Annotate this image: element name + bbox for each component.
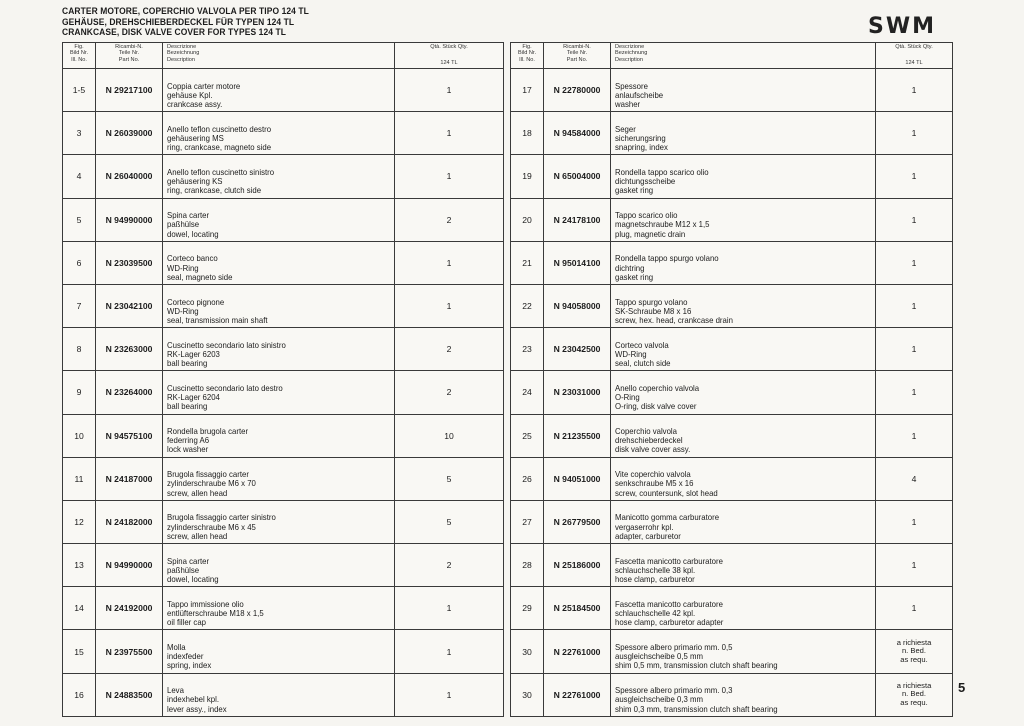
description-line: drehschieberdeckel — [615, 435, 683, 446]
table-row — [511, 112, 953, 155]
part-description — [611, 673, 876, 716]
part-description — [163, 457, 395, 500]
fig-number: 30 — [511, 630, 544, 673]
quantity-line: 1 — [911, 560, 917, 571]
part-description — [163, 500, 395, 543]
fig-number: 19 — [511, 155, 544, 198]
description-line: crankcase assy. — [167, 98, 223, 109]
table-header-row — [63, 43, 504, 69]
description-line: magnetschraube M12 x 1,5 — [615, 219, 710, 230]
description-line: disk valve cover assy. — [615, 444, 691, 455]
description-line: screw, allen head — [167, 530, 228, 541]
part-number: N 25186000 — [544, 544, 611, 587]
quantity-line: 2 — [446, 214, 452, 225]
table-row — [63, 328, 504, 371]
description-line: screw, countersunk, slot head — [615, 487, 718, 498]
quantity-line: 2 — [446, 387, 452, 398]
part-number: N 23263000 — [96, 328, 163, 371]
part-description — [163, 155, 395, 198]
quantity-line: a richiesta — [896, 637, 932, 647]
part-description — [611, 112, 876, 155]
table-row — [63, 414, 504, 457]
quantity-line: 1 — [911, 430, 917, 441]
description-line: dowel, locating — [167, 228, 219, 239]
part-number: N 24192000 — [96, 587, 163, 630]
quantity-line: 2 — [446, 344, 452, 355]
description-line: dichtungsscheibe — [615, 176, 676, 187]
description-line: Corteco valvola — [615, 339, 669, 350]
part-description — [611, 155, 876, 198]
quantity-line: 5 — [446, 473, 452, 484]
column-header-fig: Fig. Bild Nr. Ill. No. — [63, 43, 96, 69]
description-line: seal, transmission main shaft — [167, 314, 268, 325]
part-number: N 26040000 — [96, 155, 163, 198]
quantity — [876, 198, 953, 241]
quantity-line: 1 — [911, 344, 917, 355]
fig-number: 23 — [511, 328, 544, 371]
description-line: shim 0,3 mm, transmission clutch shaft bearing — [615, 703, 778, 714]
part-number: N 94575100 — [96, 414, 163, 457]
quantity — [876, 544, 953, 587]
table-row — [63, 630, 504, 673]
description-line: plug, magnetic drain — [615, 228, 686, 239]
quantity-line: 2 — [446, 560, 452, 571]
quantity-line: 1 — [911, 603, 917, 614]
part-description — [163, 673, 395, 716]
part-number: N 23264000 — [96, 371, 163, 414]
description-line: adapter, carburetor — [615, 530, 681, 541]
description-line: Brugola fissaggio carter — [167, 469, 249, 480]
quantity — [395, 673, 504, 716]
part-number: N 23039500 — [96, 241, 163, 284]
fig-number: 9 — [63, 371, 96, 414]
quantity-line: 1 — [911, 171, 917, 182]
quantity-line: 1 — [446, 85, 452, 96]
description-line: Fascetta manicotto carburatore — [615, 598, 723, 609]
part-number: N 94990000 — [96, 198, 163, 241]
quantity-line: 1 — [446, 171, 452, 182]
fig-number: 6 — [63, 241, 96, 284]
quantity-line: 1 — [446, 646, 452, 657]
part-description — [163, 198, 395, 241]
description-line: ring, crankcase, clutch side — [167, 185, 262, 196]
description-line: O-Ring — [615, 392, 640, 403]
table-row — [63, 198, 504, 241]
column-header-description: Descrizione Bezeichnung Description — [163, 43, 395, 69]
part-number: N 23042100 — [96, 284, 163, 327]
description-line: Tappo spurgo volano — [615, 296, 688, 307]
quantity — [876, 155, 953, 198]
quantity-line: a richiesta — [896, 680, 932, 690]
part-description — [163, 587, 395, 630]
description-line: Rondella tappo scarico olio — [615, 166, 709, 177]
quantity-line: 1 — [911, 214, 917, 225]
quantity — [876, 500, 953, 543]
part-number: N 94990000 — [96, 544, 163, 587]
part-description — [611, 457, 876, 500]
part-number: N 23042500 — [544, 328, 611, 371]
part-number: N 23031000 — [544, 371, 611, 414]
description-line: indexhebel kpl. — [167, 694, 220, 705]
column-header-model: 124 TL — [440, 59, 458, 66]
description-line: vergaserrohr kpl. — [615, 521, 674, 532]
quantity — [395, 371, 504, 414]
table-row — [511, 198, 953, 241]
description-line: Seger — [615, 123, 636, 134]
description-line: Anello teflon cuscinetto destro — [167, 123, 272, 134]
description-line: Fascetta manicotto carburatore — [615, 555, 723, 566]
description-line: Spina carter — [167, 210, 210, 221]
part-description — [611, 69, 876, 112]
description-line: paßhülse — [167, 564, 200, 575]
fig-number: 30 — [511, 673, 544, 716]
description-line: Vite coperchio valvola — [615, 469, 691, 480]
description-line: ausgleichscheibe 0,5 mm — [615, 651, 704, 662]
table-row — [511, 457, 953, 500]
fig-number: 10 — [63, 414, 96, 457]
description-line: entlüfterschraube M18 x 1,5 — [167, 608, 264, 619]
fig-number: 28 — [511, 544, 544, 587]
part-description — [611, 630, 876, 673]
description-line: Spessore albero primario mm. 0,3 — [615, 685, 733, 696]
table-row — [63, 112, 504, 155]
part-description — [163, 630, 395, 673]
fig-number: 26 — [511, 457, 544, 500]
quantity — [876, 241, 953, 284]
table-row — [63, 241, 504, 284]
part-description — [611, 241, 876, 284]
description-line: WD-Ring — [167, 262, 199, 273]
table-header-row — [511, 43, 953, 69]
column-header-part: Ricambi-N. Teile Nr. Part No. — [96, 43, 163, 69]
description-line: RK-Lager 6203 — [167, 348, 220, 359]
description-line: O-ring, disk valve cover — [615, 401, 697, 412]
table-row — [63, 587, 504, 630]
quantity — [395, 457, 504, 500]
fig-number: 15 — [63, 630, 96, 673]
quantity-line: 1 — [446, 603, 452, 614]
quantity-line: n. Bed. — [901, 646, 927, 656]
quantity-line: 1 — [911, 85, 917, 96]
description-line: Coppia carter motore — [167, 80, 241, 91]
fig-number: 25 — [511, 414, 544, 457]
description-line: spring, index — [167, 660, 212, 671]
description-line: Molla — [167, 642, 186, 653]
fig-number: 3 — [63, 112, 96, 155]
quantity-line: 4 — [911, 473, 917, 484]
part-number: N 24883500 — [96, 673, 163, 716]
fig-number: 5 — [63, 198, 96, 241]
quantity — [395, 544, 504, 587]
quantity — [395, 241, 504, 284]
part-description — [611, 371, 876, 414]
fig-number: 12 — [63, 500, 96, 543]
fig-number: 21 — [511, 241, 544, 284]
page-number: 5 — [958, 680, 966, 695]
column-header-model: 124 TL — [905, 59, 923, 66]
quantity-line: 1 — [911, 128, 917, 139]
fig-number: 17 — [511, 69, 544, 112]
part-number: N 94058000 — [544, 284, 611, 327]
quantity — [395, 198, 504, 241]
description-line: ball bearing — [167, 358, 208, 369]
table-row — [511, 155, 953, 198]
fig-number: 29 — [511, 587, 544, 630]
part-description — [611, 198, 876, 241]
fig-number: 24 — [511, 371, 544, 414]
quantity — [876, 284, 953, 327]
part-number: N 26039000 — [96, 112, 163, 155]
title-line-italian: CARTER MOTORE, COPERCHIO VALVOLA PER TIPO 124 TL — [62, 6, 309, 16]
part-number: N 25184500 — [544, 587, 611, 630]
title-line-german: GEHÄUSE, DREHSCHIEBERDECKEL FÜR TYPEN 124 TL — [62, 16, 295, 27]
page-title — [62, 6, 309, 38]
part-description — [611, 544, 876, 587]
description-line: hose clamp, carburetor adapter — [615, 617, 724, 628]
part-number: N 94584000 — [544, 112, 611, 155]
description-line: Spessore albero primario mm. 0,5 — [615, 642, 733, 653]
quantity-line: 1 — [446, 128, 452, 139]
quantity — [395, 630, 504, 673]
description-line: seal, clutch side — [615, 358, 671, 369]
table-row — [511, 69, 953, 112]
description-line: dichtring — [615, 262, 645, 273]
table-row — [511, 371, 953, 414]
description-line: Leva — [167, 685, 184, 696]
column-header-description: Descrizione Bezeichnung Description — [611, 43, 876, 69]
description-line: Corteco pignone — [167, 296, 225, 307]
table-row — [63, 500, 504, 543]
quantity — [395, 587, 504, 630]
title-line-english: CRANKCASE, DISK VALVE COVER FOR TYPES 124 TL — [62, 27, 287, 38]
part-number: N 29217100 — [96, 69, 163, 112]
description-line: Spessore — [615, 80, 648, 91]
quantity — [395, 155, 504, 198]
part-description — [611, 328, 876, 371]
description-line: schlauchschelle 38 kpl. — [615, 564, 696, 575]
description-line: lock washer — [167, 444, 209, 455]
description-line: ball bearing — [167, 401, 208, 412]
table-row — [511, 587, 953, 630]
column-header-quantity: Qtà. Stück Qty. 124 TL — [876, 43, 953, 69]
description-line: washer — [615, 98, 641, 109]
quantity — [876, 112, 953, 155]
part-description — [611, 500, 876, 543]
part-number: N 65004000 — [544, 155, 611, 198]
fig-number: 11 — [63, 457, 96, 500]
part-description — [163, 544, 395, 587]
table-row — [63, 69, 504, 112]
part-description — [611, 587, 876, 630]
quantity-line: n. Bed. — [901, 689, 927, 699]
description-line: Spina carter — [167, 555, 210, 566]
table-row — [511, 630, 953, 673]
quantity-line: 1 — [446, 301, 452, 312]
description-line: screw, allen head — [167, 487, 228, 498]
parts-table-left — [62, 42, 504, 717]
part-number: N 23975500 — [96, 630, 163, 673]
description-line: oil filler cap — [167, 617, 207, 628]
quantity-line: 10 — [444, 430, 454, 441]
table-row — [511, 414, 953, 457]
description-line: Cuscinetto secondario lato sinistro — [167, 339, 286, 350]
part-description — [163, 414, 395, 457]
fig-number: 1-5 — [63, 69, 96, 112]
column-header-part: Ricambi-N. Teile Nr. Part No. — [544, 43, 611, 69]
quantity — [876, 587, 953, 630]
description-line: snapring, index — [615, 142, 668, 153]
part-number: N 95014100 — [544, 241, 611, 284]
fig-number: 16 — [63, 673, 96, 716]
fig-number: 22 — [511, 284, 544, 327]
description-line: ring, crankcase, magneto side — [167, 142, 272, 153]
description-line: ausgleichscheibe 0,3 mm — [615, 694, 704, 705]
table-row — [511, 673, 953, 716]
description-line: SK-Schraube M8 x 16 — [615, 305, 692, 316]
description-line: Rondella brugola carter — [167, 426, 249, 437]
description-line: zylinderschraube M6 x 70 — [167, 478, 256, 489]
description-line: Brugola fissaggio carter sinistro — [167, 512, 276, 523]
part-number: N 24187000 — [96, 457, 163, 500]
table-row — [63, 155, 504, 198]
table-row — [511, 500, 953, 543]
table-row — [63, 673, 504, 716]
description-line: dowel, locating — [167, 574, 219, 585]
quantity — [395, 69, 504, 112]
fig-number: 13 — [63, 544, 96, 587]
fig-number: 18 — [511, 112, 544, 155]
part-description — [163, 371, 395, 414]
part-description — [611, 414, 876, 457]
quantity — [876, 414, 953, 457]
description-line: WD-Ring — [167, 305, 199, 316]
description-line: screw, hex. head, crankcase drain — [615, 314, 733, 325]
quantity-line: 1 — [911, 516, 917, 527]
column-header-fig: Fig. Bild Nr. Ill. No. — [511, 43, 544, 69]
description-line: gasket ring — [615, 185, 654, 196]
fig-number: 27 — [511, 500, 544, 543]
description-line: RK-Lager 6204 — [167, 392, 220, 403]
quantity-line: 1 — [911, 301, 917, 312]
description-line: Manicotto gomma carburatore — [615, 512, 720, 523]
part-number: N 22761000 — [544, 673, 611, 716]
quantity — [876, 457, 953, 500]
description-line: zylinderschraube M6 x 45 — [167, 521, 256, 532]
quantity-line: 1 — [911, 257, 917, 268]
quantity — [395, 328, 504, 371]
part-number: N 24182000 — [96, 500, 163, 543]
quantity — [876, 328, 953, 371]
quantity-line: 1 — [911, 387, 917, 398]
description-line: Tappo scarico olio — [615, 210, 678, 221]
part-number: N 21235500 — [544, 414, 611, 457]
part-description — [163, 284, 395, 327]
description-line: Coperchio valvola — [615, 426, 677, 437]
parts-table-right — [510, 42, 953, 717]
description-line: schlauchschelle 42 kpl. — [615, 608, 696, 619]
part-number: N 24178100 — [544, 198, 611, 241]
description-line: indexfeder — [167, 651, 204, 662]
description-line: shim 0,5 mm, transmission clutch shaft bearing — [615, 660, 778, 671]
part-number: N 26779500 — [544, 500, 611, 543]
fig-number: 4 — [63, 155, 96, 198]
quantity — [876, 630, 953, 673]
table-row — [63, 544, 504, 587]
table-row — [511, 284, 953, 327]
description-line: sicherungsring — [615, 132, 666, 143]
description-line: lever assy., index — [167, 703, 227, 714]
part-description — [611, 284, 876, 327]
table-row — [63, 284, 504, 327]
description-line: gehäusering MS — [167, 132, 224, 143]
description-line: seal, magneto side — [167, 271, 233, 282]
quantity — [395, 500, 504, 543]
description-line: WD-Ring — [615, 348, 647, 359]
table-row — [63, 371, 504, 414]
table-row — [511, 328, 953, 371]
quantity — [876, 371, 953, 414]
description-line: Anello coperchio valvola — [615, 382, 700, 393]
description-line: federring A6 — [167, 435, 210, 446]
description-line: Corteco banco — [167, 253, 218, 264]
part-description — [163, 328, 395, 371]
description-line: gasket ring — [615, 271, 654, 282]
part-number: N 22761000 — [544, 630, 611, 673]
table-row — [511, 544, 953, 587]
part-description — [163, 241, 395, 284]
quantity — [395, 112, 504, 155]
quantity-line: 1 — [446, 257, 452, 268]
quantity — [876, 673, 953, 716]
description-line: Rondella tappo spurgo volano — [615, 253, 719, 264]
description-line: Tappo immissione olio — [167, 598, 244, 609]
quantity — [395, 414, 504, 457]
quantity-line: 1 — [446, 689, 452, 700]
description-line: hose clamp, carburetor — [615, 574, 695, 585]
quantity-line: 5 — [446, 516, 452, 527]
quantity-line: as requ. — [900, 654, 928, 664]
quantity-line: as requ. — [900, 698, 928, 708]
description-line: gehäuse Kpl. — [167, 89, 213, 100]
part-description — [163, 69, 395, 112]
fig-number: 7 — [63, 284, 96, 327]
column-header-quantity: Qtà. Stück Qty. 124 TL — [395, 43, 504, 69]
description-line: Anello teflon cuscinetto sinistro — [167, 166, 275, 177]
description-line: Cuscinetto secondario lato destro — [167, 382, 283, 393]
part-description — [163, 112, 395, 155]
description-line: senkschraube M5 x 16 — [615, 478, 694, 489]
quantity — [395, 284, 504, 327]
table-row — [511, 241, 953, 284]
fig-number: 20 — [511, 198, 544, 241]
fig-number: 8 — [63, 328, 96, 371]
description-line: paßhülse — [167, 219, 200, 230]
quantity — [876, 69, 953, 112]
brand-logo: SWM — [868, 14, 937, 39]
table-row — [63, 457, 504, 500]
part-number: N 94051000 — [544, 457, 611, 500]
part-number: N 22780000 — [544, 69, 611, 112]
description-line: gehäusering KS — [167, 176, 223, 187]
description-line: anlaufscheibe — [615, 89, 664, 100]
fig-number: 14 — [63, 587, 96, 630]
